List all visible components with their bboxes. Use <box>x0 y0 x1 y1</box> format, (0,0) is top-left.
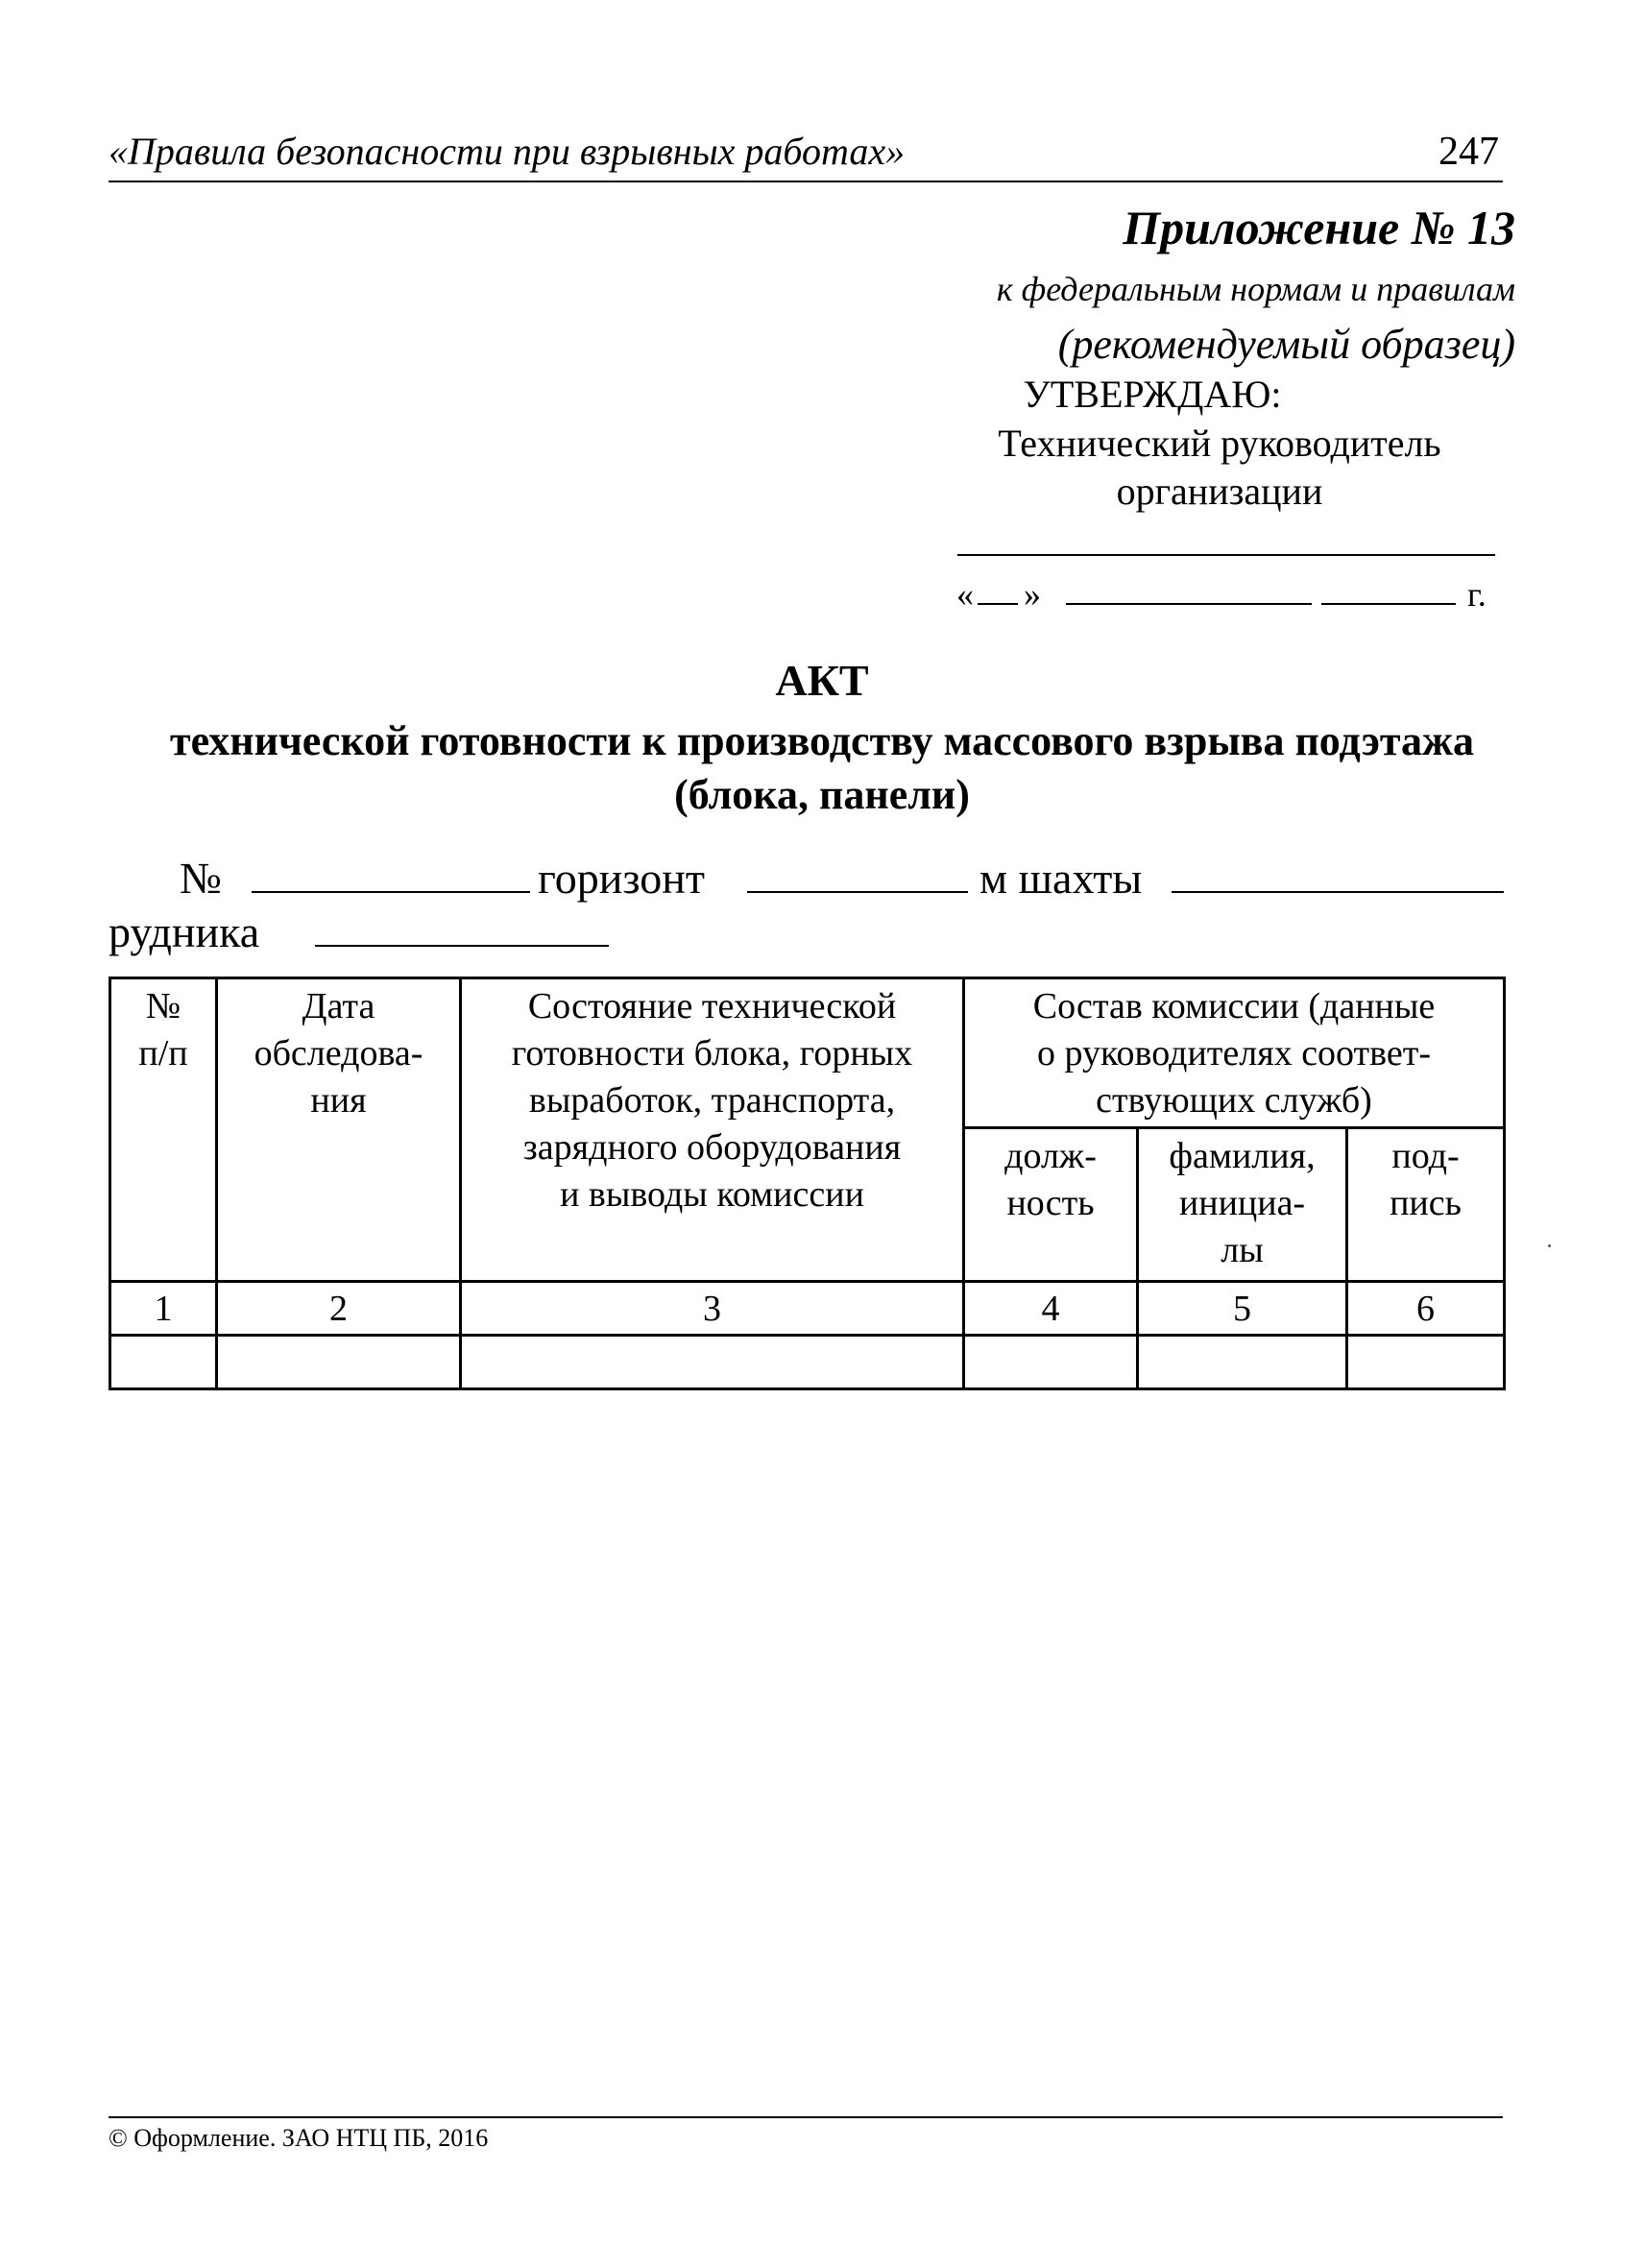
column-number-cell: 3 <box>461 1282 964 1336</box>
footer-divider <box>109 2116 1503 2118</box>
column-number-cell: 1 <box>110 1282 217 1336</box>
date-close-quote: » <box>1024 575 1041 614</box>
year-blank <box>1321 603 1456 605</box>
column-number-cell: 4 <box>964 1282 1138 1336</box>
mine-blank <box>1172 891 1504 893</box>
horizon-blank <box>747 891 968 893</box>
header-divider <box>109 181 1503 182</box>
empty-entry-cell <box>1138 1336 1347 1389</box>
number-blank <box>252 891 530 893</box>
column-number-cell: 5 <box>1138 1282 1347 1336</box>
date-open-quote: « <box>956 575 974 614</box>
month-blank <box>1066 603 1312 605</box>
signature-line <box>957 554 1495 556</box>
act-subtitle: технической готовности к производству массового взрыва подэтажа (блока, панели) <box>170 717 1474 818</box>
running-header-title: «Правила безопасности при взрывных работах» <box>109 130 906 173</box>
day-blank <box>978 603 1018 605</box>
empty-entry-cell <box>964 1336 1138 1389</box>
year-suffix: г. <box>1467 575 1487 614</box>
act-header-fields <box>0 853 1644 968</box>
approver-position: Технический руководитель организации <box>998 422 1441 513</box>
header-cell-date: Дата обследова- ния <box>217 978 461 1282</box>
number-label: № <box>180 854 222 903</box>
appendix-label: Приложение № 13 <box>1123 201 1515 254</box>
appendix-reference: к федеральным нормам и правилам <box>996 270 1515 308</box>
header-cell-number: № п/п <box>110 978 217 1282</box>
horizon-label: горизонт <box>538 854 705 903</box>
ore-mine-label: рудника <box>109 907 260 956</box>
empty-entry-cell <box>217 1336 461 1389</box>
header-cell-commission: Состав комиссии (данные о руководителях соответ- ствующих служб) <box>964 978 1505 1128</box>
column-number-cell: 6 <box>1347 1282 1505 1336</box>
header-cell-name: фамилия, инициа- лы <box>1138 1128 1347 1282</box>
empty-entry-cell <box>461 1336 964 1389</box>
scan-speck <box>1548 1244 1551 1247</box>
approval-heading: УТВЕРЖДАЮ: <box>1023 373 1282 416</box>
header-cell-signature: под- пись <box>1347 1128 1505 1282</box>
header-cell-state: Состояние технической готовности блока, горных выработок, транспорта, зарядного оборудования и выводы комиссии <box>461 978 964 1282</box>
act-table <box>109 977 1506 1390</box>
act-title: АКТ <box>775 656 869 705</box>
empty-entry-cell <box>110 1336 217 1389</box>
approval-date-row <box>956 574 1504 613</box>
recommended-sample-label: (рекомендуемый образец) <box>1057 321 1515 368</box>
mine-label: м шахты <box>979 854 1143 903</box>
header-cell-position: долж- ность <box>964 1128 1138 1282</box>
column-number-cell: 2 <box>217 1282 461 1336</box>
footer-copyright: © Оформление. ЗАО НТЦ ПБ, 2016 <box>109 2124 489 2152</box>
page-number: 247 <box>1438 130 1499 174</box>
empty-entry-cell <box>1347 1336 1505 1389</box>
ore-mine-blank <box>315 945 609 947</box>
